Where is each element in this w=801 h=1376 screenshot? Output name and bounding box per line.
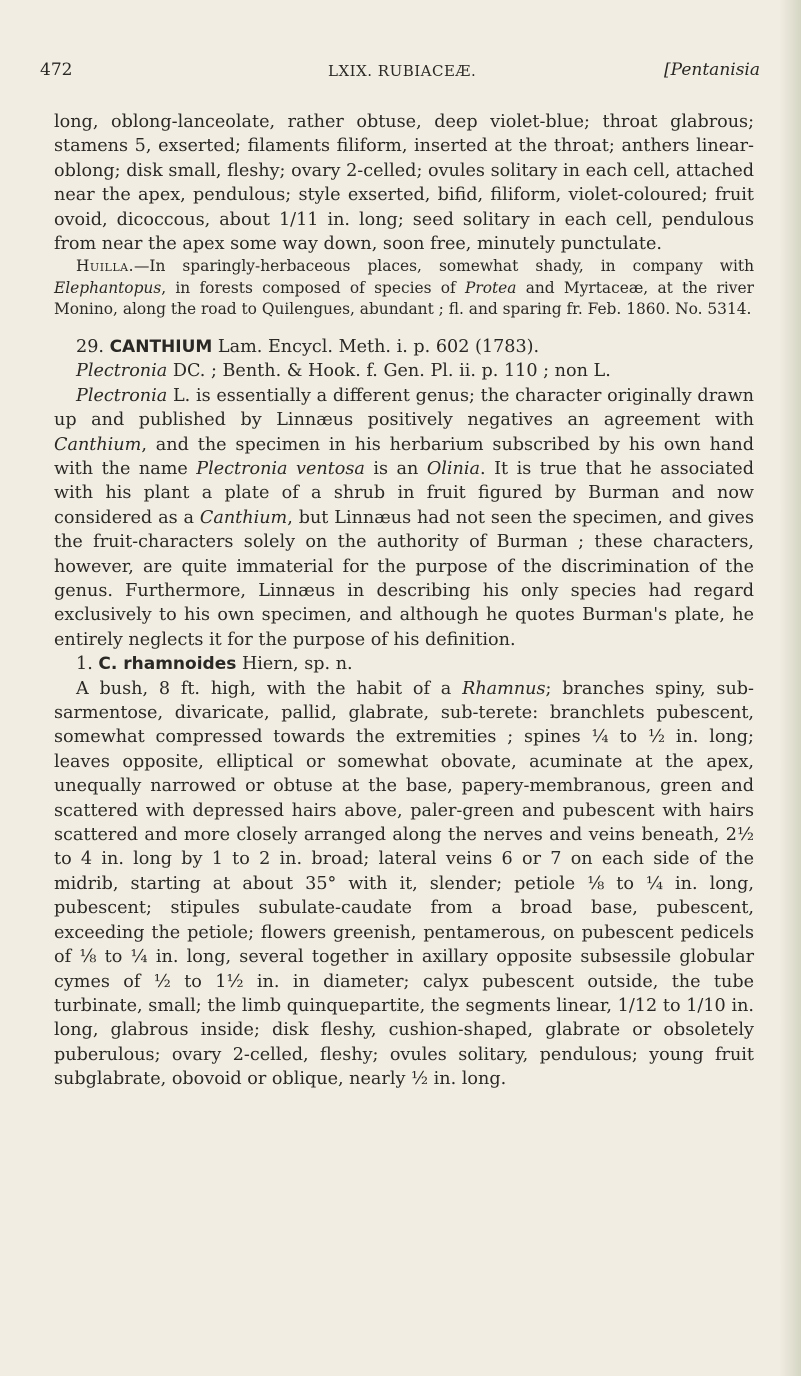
intro-description: long, oblong-lanceolate, rather obtuse, deep violet-blue; throat glabrous; stamens 5, exserted; filaments filiform, inserted at the throat; anthers linear-oblong; disk small, fleshy; ovary 2-celled; ovules solitary in each cell, attached near the apex, pendulous; style exserted, bifid, filiform, violet-coloured; fruit ovoid, dicoccous, about 1/11 in. long; seed solitary in each cell, pendulous from near the apex some way down, soon free, minutely punctulate. (54, 112, 754, 255)
section-title: LXIX. RUBIACEÆ. (328, 62, 477, 80)
page-number: 472 (40, 60, 73, 80)
species-name: C. rhamnoides (98, 654, 237, 675)
synonym-line: Plectronia DC. ; Benth. & Hook. f. Gen. Pl. ii. p. 110 ; non L. (76, 361, 611, 382)
locality-paragraph: Huilla.—In sparingly-herbaceous places, somewhat shady, in company with Elephantopus, in forests composed of species of Protea and Myrtaceæ, at the river Monino, along the road to Quilengues, abundant ; fl. and sparing fr. Feb. 1860. No. 5314. (54, 257, 754, 319)
body-text (54, 110, 754, 1092)
species-description: A bush, 8 ft. high, with the habit of a Rhamnus; branches spiny, sub-sarmentose, divaricate, pallid, glabrate, sub-terete: branchlets pubescent, somewhat compressed towards the extremities ; spines ¼ to ½ in. long; leaves opposite, elliptical or somewhat obovate, acuminate at the apex, unequally narrowed or obtuse at the base, papery-membranous, green and scattered with depressed hairs above, paler-green and pubescent with hairs scattered and more closely arranged along the nerves and veins beneath, 2½ to 4 in. long by 1 to 2 in. broad; lateral veins 6 or 7 on each side of the midrib, starting at about 35° with it, slender; petiole ⅛ to ¼ in. long, pubescent; stipules subulate-caudate from a broad base, pubescent, exceeding the petiole; flowers greenish, pentamerous, on pubescent pedicels of ⅛ to ¼ in. long, several together in axillary opposite subsessile globular cymes of ½ to 1½ in. in diameter; calyx pubescent outside, the tube turbinate, small; the limb quinquepartite, the segments linear, 1/12 to 1/10 in. long, glabrous inside; disk fleshy, cushion-shaped, glabrate or obsoletely puberulous; ovary 2-celled, fleshy; ovules solitary, pendulous; young fruit subglabrate, obovoid or oblique, nearly ½ in. long. (54, 678, 754, 1090)
genus-running-title: [Pentanisia (664, 60, 760, 80)
page-edge-shadow (779, 0, 801, 1376)
genus-heading: 29. CANTHIUM Lam. Encycl. Meth. i. p. 602 (1783). (76, 336, 540, 357)
spacer (54, 321, 754, 335)
locality-label: Huilla. (76, 257, 134, 276)
genus-discussion: Plectronia L. is essentially a different genus; the character originally drawn up and published by Linnæus positively negatives an agreement with Canthium, and the specimen in his herbarium subscribed by his own hand with the name Plectronia ventosa is an Olinia. It is true that he associated with his plant a plate of a shrub in fruit figured by Burman and now considered as a Canthium, but Linnæus had not seen the specimen, and gives the fruit-characters solely on the authority of Burman ; these characters, however, are quite immaterial for the purpose of the discrimination of the genus. Furthermore, Linnæus in describing his only species had regard exclusively to his own specimen, and although he quotes Burman's plate, he entirely neglects it for the purpose of his definition. (54, 385, 755, 650)
species-heading: 1. C. rhamnoides Hiern, sp. n. (76, 654, 353, 675)
genus-name: CANTHIUM (109, 336, 213, 357)
running-head (40, 60, 770, 88)
